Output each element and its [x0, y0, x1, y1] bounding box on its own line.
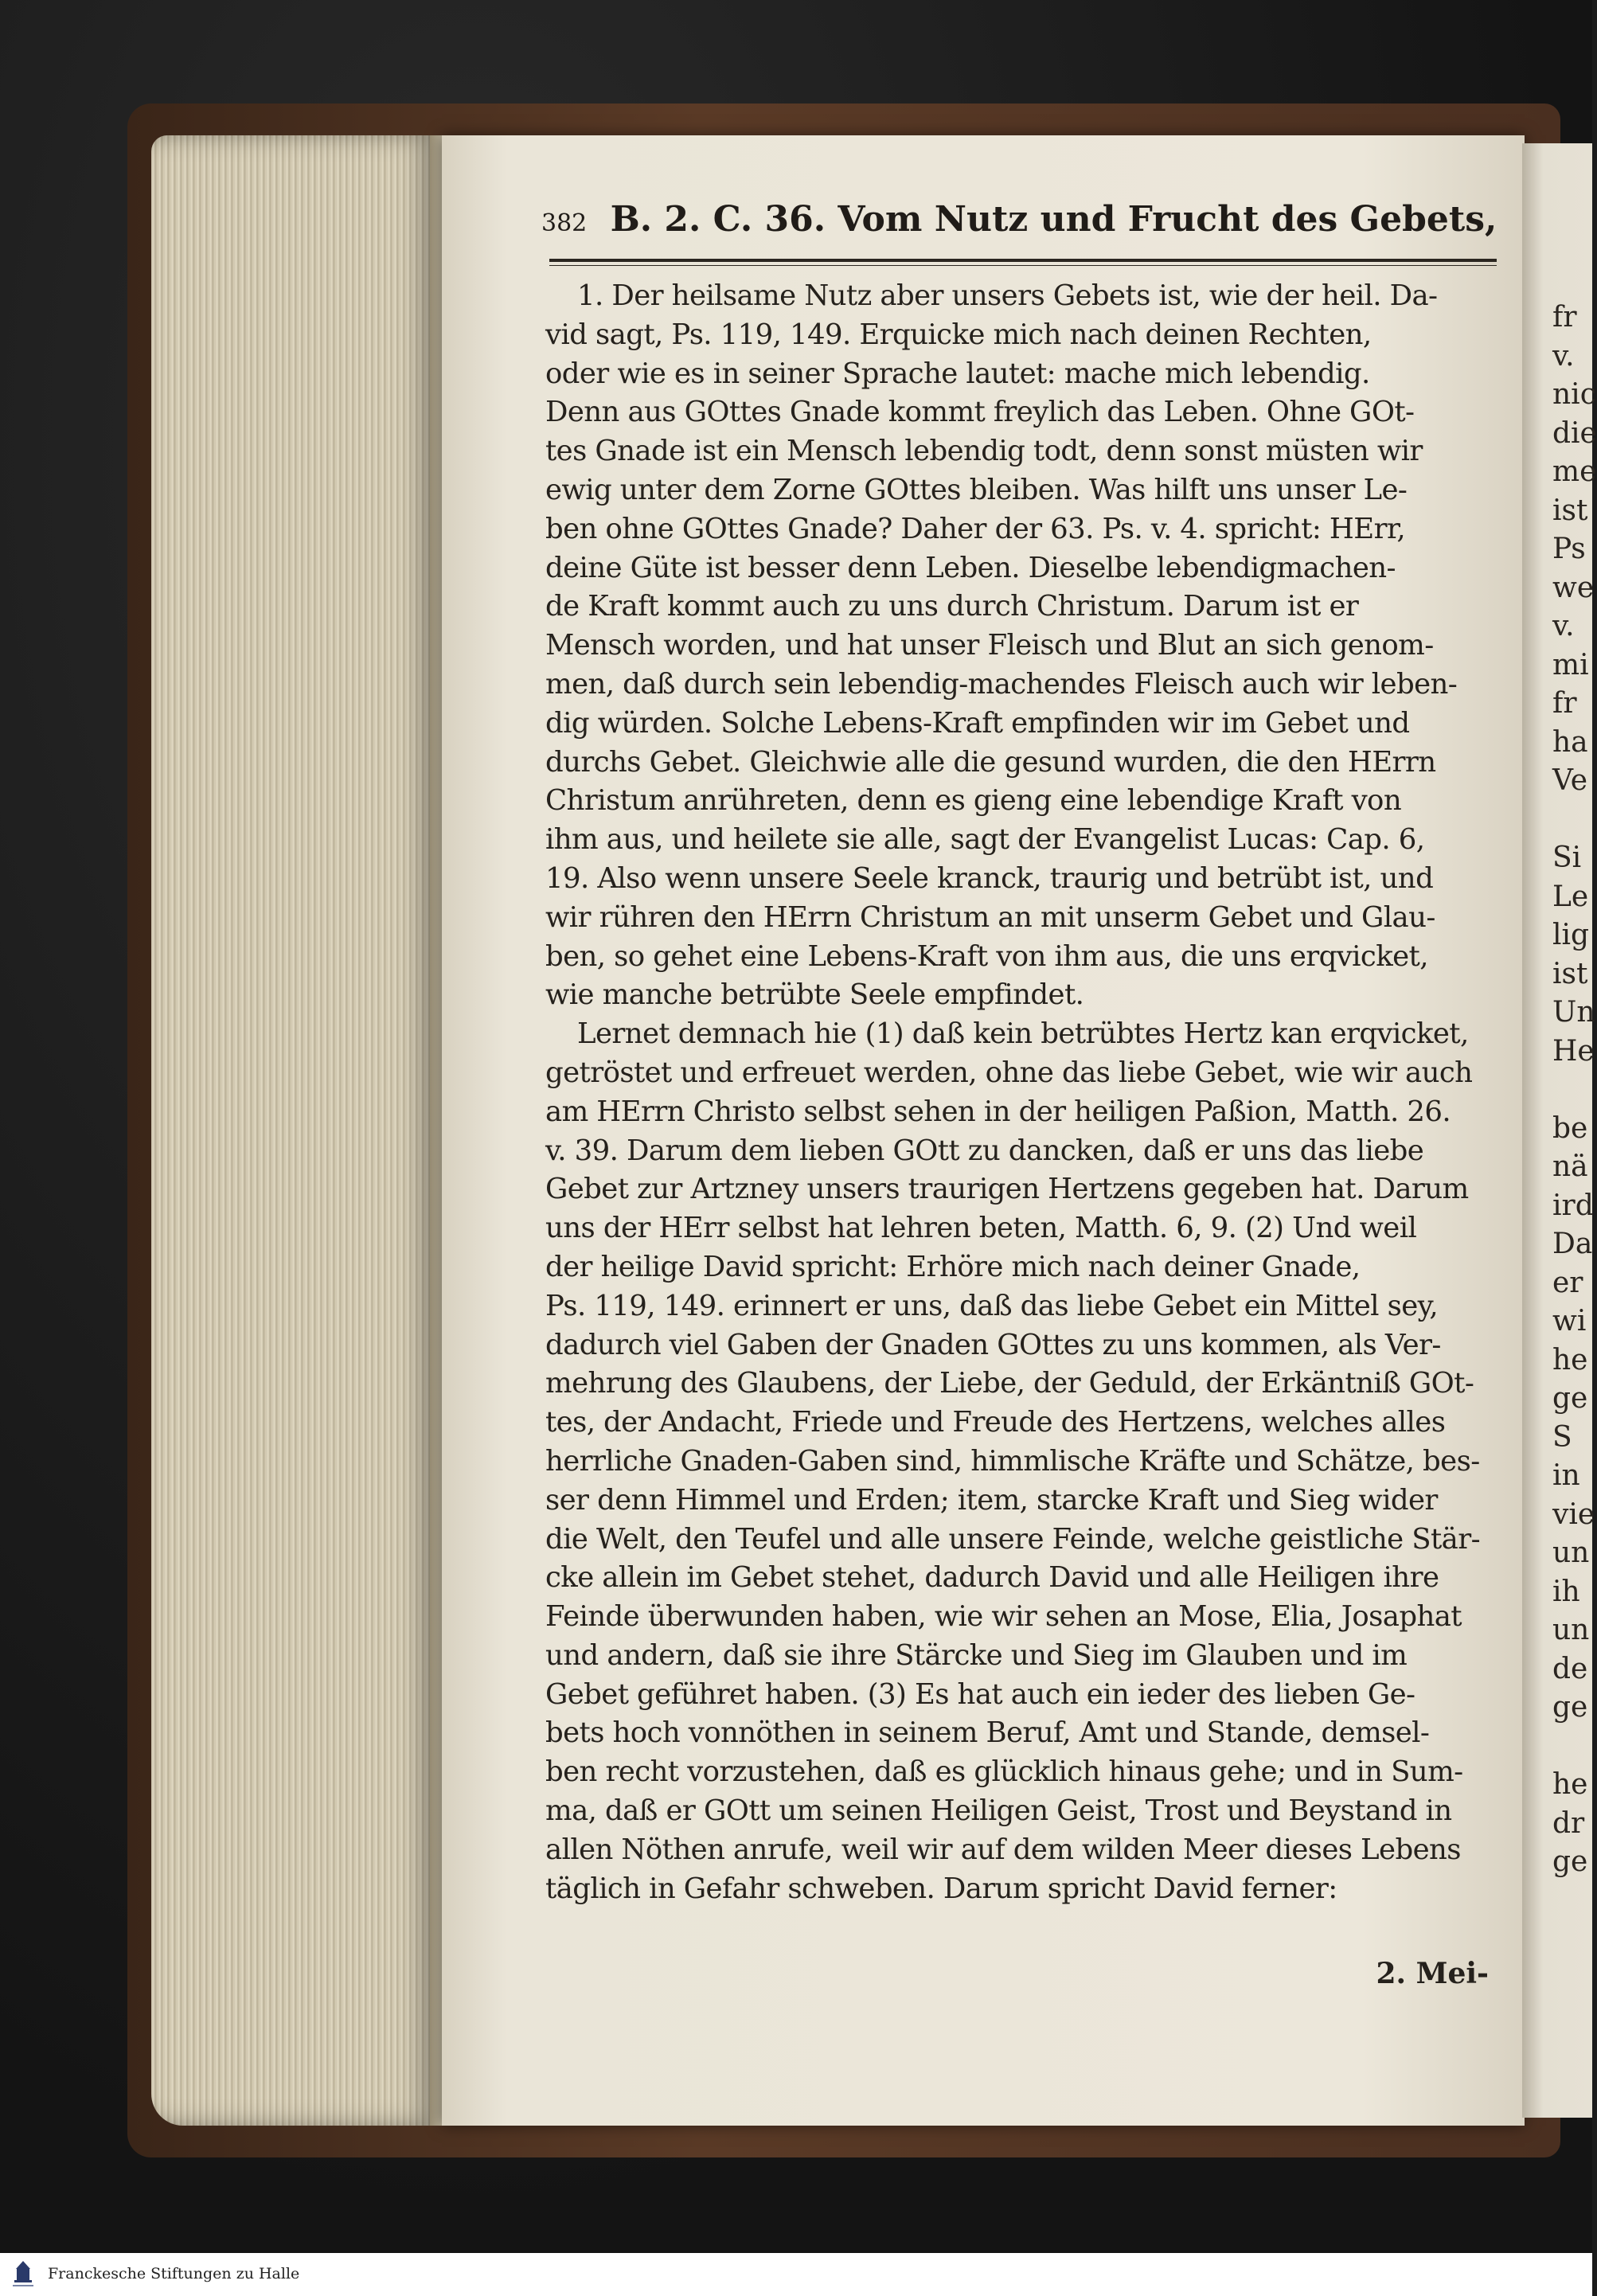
facing-line-fragment: ge	[1552, 1691, 1588, 1724]
facing-line-fragment: He	[1552, 1034, 1595, 1068]
facing-line-fragment: vie	[1552, 1497, 1595, 1531]
text-line: men, daß durch sein lebendig-machendes Fleisch auch wir leben-	[545, 667, 1458, 701]
facing-line-fragment: fr	[1552, 687, 1577, 720]
facing-line-fragment: dr	[1552, 1806, 1585, 1840]
text-line: ben, so gehet eine Lebens-Kraft von ihm aus, die uns erqvicket,	[545, 939, 1428, 973]
facing-line-fragment: he	[1552, 1343, 1588, 1376]
facing-line-fragment: ge	[1552, 1382, 1588, 1415]
running-header	[541, 199, 1497, 240]
text-line: durchs Gebet. Gleichwie alle die gesund wurden, die den HErrn	[545, 745, 1436, 779]
facing-line-fragment: me	[1552, 455, 1597, 488]
facing-line-fragment: Da	[1552, 1228, 1593, 1260]
facing-line-fragment: ist	[1552, 494, 1588, 527]
text-line: dig würden. Solche Lebens-Kraft empfinden wir im Gebet und	[545, 706, 1410, 740]
text-line: dadurch viel Gaben der Gnaden GOttes zu uns kommen, als Ver-	[545, 1328, 1441, 1361]
header-rule-thin	[549, 265, 1497, 266]
facing-line-fragment: v.	[1552, 339, 1575, 373]
text-line: ser denn Himmel und Erden; item, starcke Kraft und Sieg wider	[545, 1483, 1438, 1517]
text-line: Feinde überwunden haben, wie wir sehen an Mose, Elia, Josaphat	[545, 1600, 1462, 1634]
text-line: Christum anrühreten, denn es gieng eine lebendige Kraft von	[545, 784, 1402, 818]
running-title: B. 2. C. 36. Vom Nutz und Frucht des Gebets,	[610, 199, 1497, 240]
facing-line-fragment: Un	[1552, 996, 1595, 1029]
text-line: 1. Der heilsame Nutz aber unsers Gebets ist, wie der heil. Da-	[577, 279, 1438, 312]
text-line: getröstet und erfreuet werden, ohne das liebe Gebet, wie wir auch	[545, 1056, 1473, 1089]
text-line: am HErrn Christo selbst sehen in der heiligen Paßion, Matth. 26.	[545, 1095, 1451, 1128]
facing-line-fragment: Ps	[1552, 533, 1586, 565]
facing-line-fragment: he	[1552, 1768, 1588, 1801]
text-line: wie manche betrübte Seele empfindet.	[545, 978, 1084, 1012]
facing-line-fragment: wi	[1552, 1305, 1587, 1337]
text-line: die Welt, den Teufel und alle unsere Feinde, welche geistliche Stär-	[545, 1522, 1480, 1556]
text-line: wir rühren den HErrn Christum an mit unserm Gebet und Glau-	[545, 900, 1435, 934]
text-line: Gebet geführet haben. (3) Es hat auch ein ieder des lieben Ge-	[545, 1677, 1415, 1711]
facing-line-fragment	[1552, 1728, 1592, 1767]
text-line: ihm aus, und heilete sie alle, sagt der Evangelist Lucas: Cap. 6,	[545, 823, 1425, 857]
facing-line-fragment: fr	[1552, 301, 1577, 334]
text-line: und andern, daß sie ihre Stärcke und Sieg im Glauben und im	[545, 1638, 1408, 1672]
facing-line-fragment: ist	[1552, 957, 1588, 990]
text-line: mehrung des Glaubens, der Liebe, der Geduld, der Erkäntniß GOt-	[545, 1367, 1474, 1400]
text-line: ben ohne GOttes Gnade? Daher der 63. Ps. v. 4. spricht: HErr,	[545, 512, 1406, 545]
facing-page-text	[1552, 299, 1597, 1882]
text-line: oder wie es in seiner Sprache lautet: mache mich lebendig.	[545, 357, 1370, 390]
catchword: 2. Mei-	[1376, 1957, 1489, 1990]
text-line: Gebet zur Artzney unsers traurigen Hertzens gegeben hat. Darum	[545, 1173, 1469, 1206]
facing-line-fragment: ge	[1552, 1845, 1588, 1878]
facing-line-fragment	[1552, 801, 1592, 840]
text-line: v. 39. Darum dem lieben GOtt zu dancken, daß er uns das liebe	[545, 1134, 1424, 1167]
facing-line-fragment: ih	[1552, 1575, 1580, 1608]
text-line: Denn aus GOttes Gnade kommt freylich das Leben. Ohne GOt-	[545, 396, 1415, 429]
text-line: 19. Also wenn unsere Seele kranck, traurig und betrübt ist, und	[545, 861, 1434, 895]
facing-line-fragment: v.	[1552, 610, 1575, 642]
facing-line-fragment: de	[1552, 1652, 1588, 1685]
text-line: de Kraft kommt auch zu uns durch Christum. Darum ist er	[545, 590, 1359, 623]
text-line: allen Nöthen anrufe, weil wir auf dem wilden Meer dieses Lebens	[545, 1833, 1461, 1866]
facing-line-fragment: Si	[1552, 841, 1582, 874]
text-line: vid sagt, Ps. 119, 149. Erquicke mich nach deinen Rechten,	[545, 318, 1372, 351]
text-line: Mensch worden, und hat unser Fleisch und Blut an sich genom-	[545, 629, 1434, 662]
page-number: 382	[541, 209, 588, 237]
facing-line-fragment: un	[1552, 1614, 1590, 1646]
facing-line-fragment: er	[1552, 1266, 1583, 1299]
facing-line-fragment: ha	[1552, 725, 1588, 759]
page-stack-edge	[151, 135, 438, 2126]
text-line: Lernet demnach hie (1) daß kein betrübtes Hertz kan erqvicket,	[577, 1017, 1469, 1051]
text-line: täglich in Gefahr schweben. Darum spricht David ferner:	[545, 1872, 1337, 1905]
institution-name: Franckesche Stiftungen zu Halle	[48, 2265, 300, 2282]
facing-line-fragment: Le	[1552, 880, 1589, 913]
text-line: uns der HErr selbst hat lehren beten, Matth. 6, 9. (2) Und weil	[545, 1212, 1417, 1245]
text-line: deine Güte ist besser denn Leben. Dieselbe lebendigmachen-	[545, 551, 1396, 584]
header-rule	[549, 259, 1497, 262]
text-line: herrliche Gnaden-Gaben sind, himmlische Kräfte und Schätze, bes-	[545, 1444, 1480, 1478]
text-line: ewig unter dem Zorne GOttes bleiben. Was hilft uns unser Le-	[545, 473, 1408, 506]
text-line: tes, der Andacht, Friede und Freude des Hertzens, welches alles	[545, 1406, 1446, 1439]
facing-line-fragment: un	[1552, 1537, 1590, 1569]
facing-line-fragment: Ve	[1552, 764, 1587, 797]
page-body-text	[545, 277, 1497, 1908]
facing-line-fragment: be	[1552, 1111, 1588, 1145]
facing-line-fragment	[1552, 1071, 1592, 1110]
viewer-footer	[0, 2253, 1592, 2296]
text-line: ben recht vorzustehen, daß es glücklich hinaus gehe; und in Sum-	[545, 1755, 1463, 1789]
facing-line-fragment: we	[1552, 571, 1595, 604]
facing-line-fragment: nic	[1552, 378, 1596, 411]
facing-line-fragment: S	[1552, 1420, 1572, 1454]
institution-logo-icon	[8, 2258, 38, 2291]
facing-line-fragment: lig	[1552, 919, 1590, 951]
text-line: tes Gnade ist ein Mensch lebendig todt, denn sonst müsten wir	[545, 435, 1423, 468]
facing-line-fragment: die	[1552, 416, 1597, 450]
text-line: cke allein im Gebet stehet, dadurch David und alle Heiligen ihre	[545, 1561, 1439, 1595]
facing-line-fragment: nä	[1552, 1150, 1588, 1183]
text-line: der heilige David spricht: Erhöre mich nach deiner Gnade,	[545, 1250, 1361, 1283]
text-line: Ps. 119, 149. erinnert er uns, daß das liebe Gebet ein Mittel sey,	[545, 1289, 1439, 1322]
facing-line-fragment: mi	[1552, 648, 1589, 681]
facing-line-fragment: ird	[1552, 1189, 1594, 1222]
text-line: ma, daß er GOtt um seinen Heiligen Geist, Trost und Beystand in	[545, 1794, 1452, 1828]
facing-line-fragment: in	[1552, 1459, 1580, 1492]
text-line: bets hoch vonnöthen in seinem Beruf, Amt und Stande, demsel-	[545, 1716, 1430, 1750]
